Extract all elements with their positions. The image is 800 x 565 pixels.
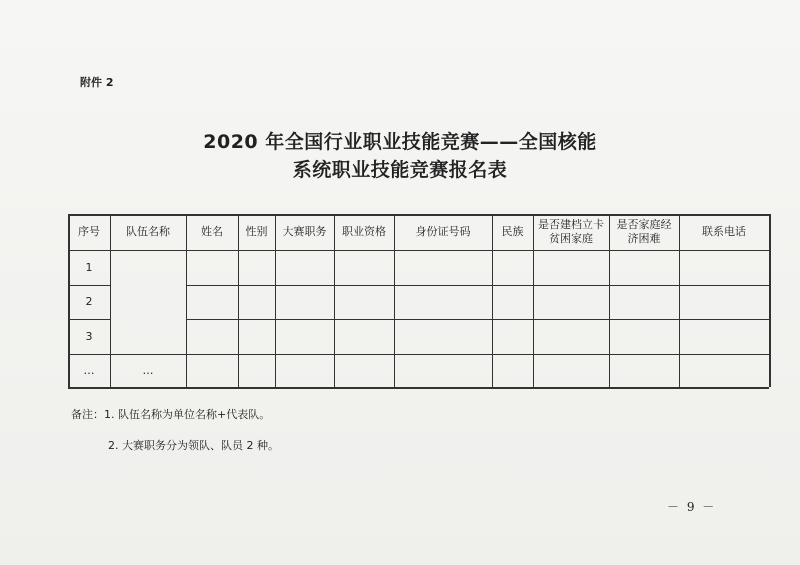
table-header-cell: 姓名: [201, 225, 223, 238]
table-header-cell: 队伍名称: [126, 225, 170, 238]
table-vline: [769, 214, 771, 387]
table-row-index: 2: [85, 295, 93, 308]
title-line-1: 2020 年全国行业职业技能竞赛——全国核能: [203, 131, 597, 153]
title-line-2: 系统职业技能竞赛报名表: [292, 159, 508, 181]
table-header-cell: 序号: [78, 225, 100, 238]
table-row-index: 3: [85, 329, 93, 343]
table-header-cell: 是否家庭经济困难: [616, 218, 672, 245]
table-row-index: …: [83, 363, 95, 377]
table-hline: [68, 250, 769, 251]
table-team-cell: …: [142, 363, 154, 377]
registration-table: [68, 214, 769, 387]
note-2: 2. 大赛职务分为领队、队员 2 种。: [108, 439, 279, 452]
table-hline: [186, 319, 769, 320]
table-header-cell: 性别: [245, 225, 268, 238]
attachment-label: 附件 2: [80, 76, 114, 89]
table-header-cell: 民族: [501, 225, 524, 238]
table-header-cell: 职业资格: [342, 225, 386, 238]
table-header-cell: 是否建档立卡贫困家庭: [538, 218, 604, 245]
table-row-index: 1: [85, 260, 93, 274]
table-hline: [186, 285, 769, 286]
table-header-cell: 联系电话: [702, 225, 746, 238]
table-header-cell: 身份证号码: [415, 225, 471, 238]
table-hline: [68, 387, 769, 389]
page-number: － 9 －: [667, 500, 717, 514]
table-header-cell: 大赛职务: [282, 225, 327, 238]
note-1: 备注：1. 队伍名称为单位名称+代表队。: [71, 408, 271, 421]
